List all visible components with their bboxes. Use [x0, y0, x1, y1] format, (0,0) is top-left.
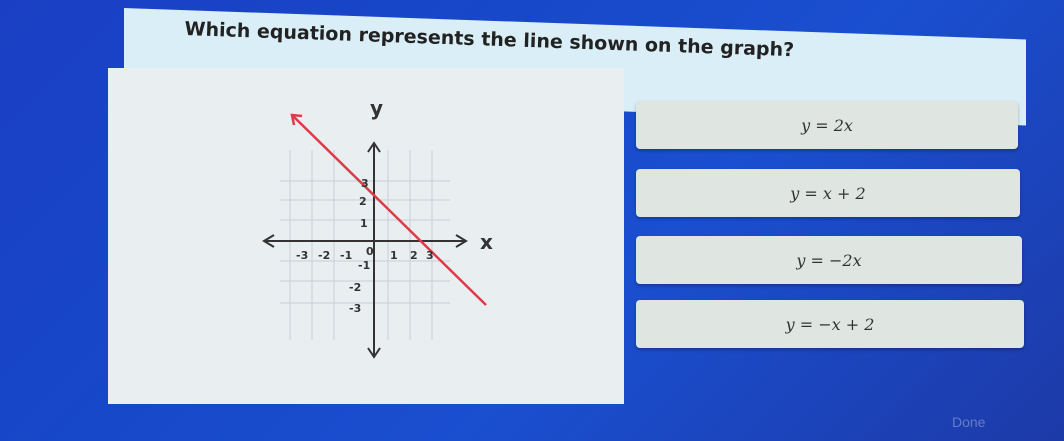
y-tick-label: 3	[361, 177, 369, 190]
x-tick-label: -2	[318, 249, 331, 262]
question-text: Which equation represents the line shown on the graph?	[184, 18, 795, 62]
x-axis-label: x	[480, 230, 493, 254]
x-tick-label: 1	[390, 249, 398, 262]
x-tick-label: 2	[410, 249, 418, 262]
y-tick-label: -1	[358, 259, 371, 272]
y-tick-label: -2	[349, 281, 362, 294]
x-tick-label: 3	[426, 249, 434, 262]
coordinate-graph	[250, 95, 510, 370]
y-tick-label: 1	[360, 217, 368, 230]
origin-label: 0	[366, 245, 374, 258]
done-button[interactable]: Done	[952, 414, 986, 430]
graph-line	[292, 115, 486, 305]
answer-option-3[interactable]: y = −2x	[636, 236, 1022, 284]
y-tick-label: 2	[359, 195, 367, 208]
answer-option-4[interactable]: y = −x + 2	[636, 300, 1024, 348]
answer-option-2[interactable]: y = x + 2	[636, 169, 1020, 217]
x-tick-label: -1	[340, 249, 353, 262]
y-axis-label: y	[370, 96, 384, 120]
y-tick-label: -3	[349, 302, 362, 315]
answer-option-1[interactable]: y = 2x	[636, 101, 1018, 149]
x-tick-label: -3	[296, 249, 309, 262]
